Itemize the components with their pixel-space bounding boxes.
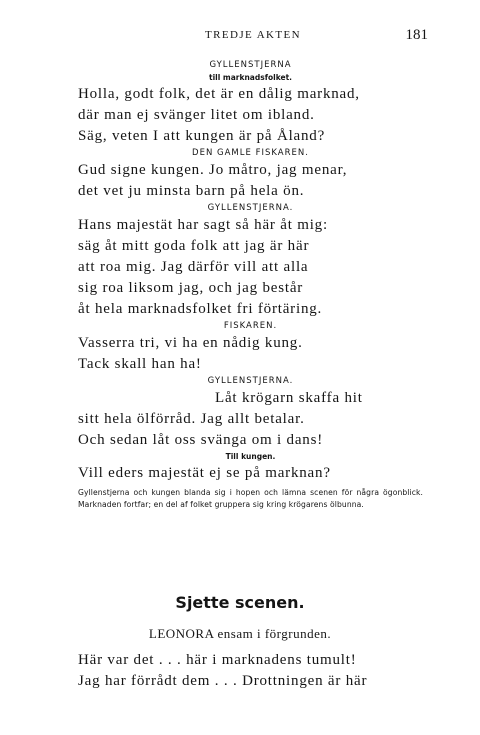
running-head: TREDJE AKTEN (205, 29, 301, 41)
speaker-name: GYLLENSTJERNA. (207, 376, 294, 386)
verse-line: Här var det . . . här i marknadens tumult! (78, 652, 357, 668)
scene-title: Sjette scenen. (175, 593, 305, 612)
verse-line: att roa mig. Jag därför vill att alla (78, 259, 309, 275)
verse-line: Gud signe kungen. Jo måtro, jag menar, (78, 162, 348, 178)
stage-note: Gyllenstjerna och kungen blanda sig i hopen och lämna scenen för några ögonblick. Marknaden fortfar; en del af folket gruppera sig kring krögarens ölbunna. (78, 488, 423, 509)
verse-line: Vasserra tri, vi ha en nådig kung. (78, 335, 303, 351)
stage-direction: Till kungen. (225, 452, 276, 461)
stage-direction: till marknadsfolket. (209, 73, 292, 82)
verse-line: det vet ju minsta barn på hela ön. (78, 183, 305, 199)
dialogue-block (78, 59, 423, 511)
closing-verse-block (78, 650, 423, 692)
verse-line: sig roa liksom jag, och jag består (78, 280, 304, 296)
verse-line: säg åt mitt goda folk att jag är här (78, 238, 310, 254)
speaker-name: DEN GAMLE FISKAREN. (192, 148, 309, 158)
verse-line: Holla, godt folk, det är en dålig marknad, (78, 86, 360, 102)
page-number: 181 (405, 27, 428, 43)
page-header (78, 29, 428, 47)
verse-line: Tack skall han ha! (78, 356, 202, 372)
verse-line-indented: Låt krögarn skaffa hit (215, 390, 363, 406)
speaker-name: FISKAREN. (223, 321, 278, 331)
verse-line: Jag har förrådt dem . . . Drottningen är här (78, 673, 368, 689)
speaker-name: GYLLENSTJERNA (209, 60, 292, 70)
verse-line: Hans majestät har sagt så här åt mig: (78, 217, 328, 233)
verse-line: åt hela marknadsfolket fri förtäring. (78, 301, 323, 317)
scene-stage-direction: LEONORA ensam i förgrunden. (148, 626, 332, 641)
speaker-name: GYLLENSTJERNA. (207, 203, 294, 213)
verse-line: sitt hela ölförråd. Jag allt betalar. (78, 411, 305, 427)
verse-line: där man ej svänger litet om ibland. (78, 107, 315, 123)
verse-line: Vill eders majestät ej se på marknan? (78, 465, 331, 481)
verse-line: Säg, veten I att kungen är på Åland? (78, 128, 326, 144)
verse-line: Och sedan låt oss svänga om i dans! (78, 432, 324, 448)
